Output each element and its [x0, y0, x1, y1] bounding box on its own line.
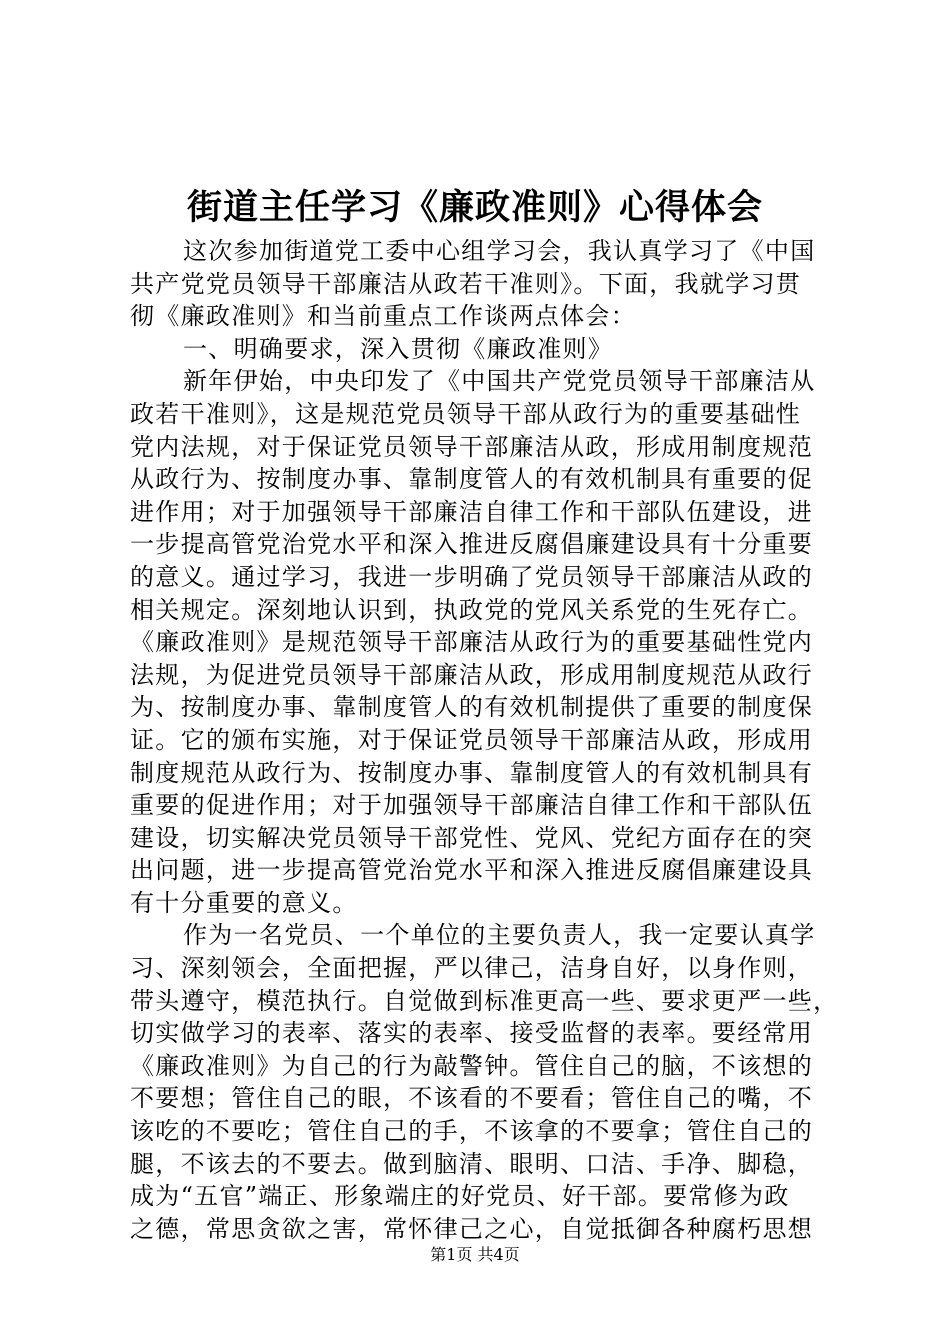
text-line: 作为一名党员、一个单位的主要负责人，我一定要认真学 [183, 921, 816, 950]
text-line: 切实做学习的表率、落实的表率、接受监督的表率。要经常用 [130, 1019, 814, 1048]
text-line: 证。它的颁布实施，对于保证党员领导干部廉洁从政，形成用 [130, 725, 814, 754]
text-line: 之德，常思贪欲之害，常怀律己之心，自觉抵御各种腐朽思想 [130, 1214, 814, 1243]
text-line: 制度规范从政行为、按制度办事、靠制度管人的有效机制具有 [130, 758, 814, 787]
text-line: 党内法规，对于保证党员领导干部廉洁从政，形成用制度规范 [130, 432, 814, 461]
text-line: 《廉政准则》为自己的行为敲警钟。管住自己的脑，不该想的 [130, 1051, 814, 1080]
page-footer: 第1页 共4页 [430, 1245, 520, 1264]
text-line: 一步提高管党治党水平和深入推进反腐倡廉建设具有十分重要 [130, 530, 814, 559]
text-line: 共产党党员领导干部廉洁从政若干准则》。下面，我就学习贯 [130, 269, 802, 298]
text-line: 腿，不该去的不要去。做到脑清、眼明、口洁、手净、脚稳， [130, 1149, 814, 1178]
text-line: 法规，为促进党员领导干部廉洁从政，形成用制度规范从政行 [130, 660, 814, 689]
text-line: 带头遵守，模范执行。自觉做到标准更高一些、要求更严一些， [130, 986, 839, 1015]
text-line: 有十分重要的意义。 [130, 888, 358, 917]
text-line: 从政行为、按制度办事、靠制度管人的有效机制具有重要的促 [130, 465, 814, 494]
text-line: 为、按制度办事、靠制度管人的有效机制提供了重要的制度保 [130, 693, 814, 722]
text-line: 政若干准则》，这是规范党员领导干部从政行为的重要基础性 [130, 399, 802, 428]
text-line: 不要想；管住自己的眼，不该看的不要看；管住自己的嘴，不 [130, 1084, 814, 1113]
document-body [130, 235, 839, 1245]
text-line: 出问题，进一步提高管党治党水平和深入推进反腐倡廉建设具 [130, 856, 814, 885]
text-line: 彻《廉政准则》和当前重点工作谈两点体会： [130, 302, 636, 331]
text-line: 成为“五官”端正、形象端庄的好党员、好干部。要常修为政 [130, 1182, 790, 1211]
document-title: 街道主任学习《廉政准则》心得体会 [186, 187, 763, 228]
text-line: 的意义。通过学习，我进一步明确了党员领导干部廉洁从政的 [130, 562, 814, 591]
text-line: 建设，切实解决党员领导干部党性、党风、党纪方面存在的突 [130, 823, 814, 852]
text-line: 新年伊始，中央印发了《中国共产党党员领导干部廉洁从 [183, 367, 816, 396]
text-line: 该吃的不要吃；管住自己的手，不该拿的不要拿；管住自己的 [130, 1117, 814, 1146]
text-line: 相关规定。深刻地认识到，执政党的党风关系党的生死存亡。 [130, 595, 814, 624]
section-heading: 一、明确要求，深入贯彻《廉政准则》 [183, 334, 614, 363]
text-line: 习、深刻领会，全面把握，严以律己，洁身自好，以身作则， [130, 954, 814, 983]
text-line: 进作用；对于加强领导干部廉洁自律工作和干部队伍建设，进 [130, 497, 814, 526]
text-line: 重要的促进作用；对于加强领导干部廉洁自律工作和干部队伍 [130, 791, 814, 820]
text-line: 《廉政准则》是规范领导干部廉洁从政行为的重要基础性党内 [130, 628, 814, 657]
text-line: 这次参加街道党工委中心组学习会，我认真学习了《中国 [183, 237, 816, 265]
